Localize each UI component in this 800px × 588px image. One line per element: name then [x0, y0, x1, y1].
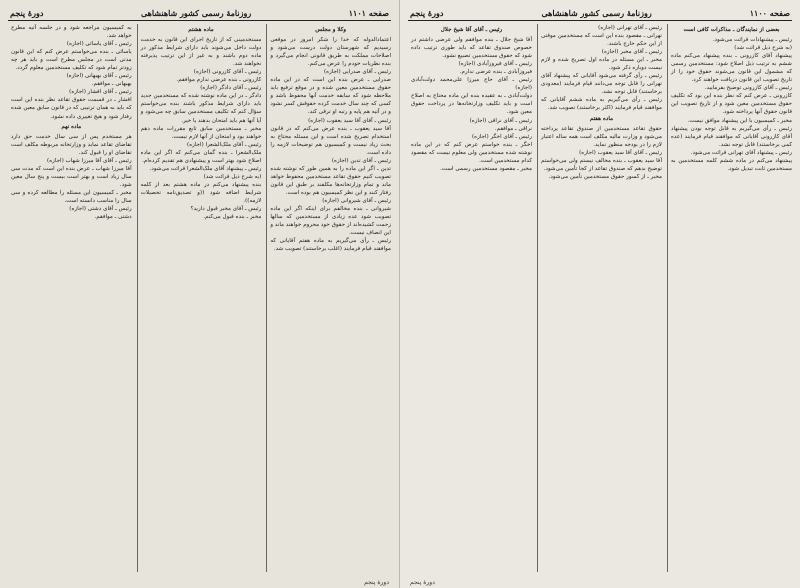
left-journal-title: روزنامهٔ رسمی کشور شاهنشاهی	[140, 8, 252, 18]
paragraph: رئیس ـ آقای دادگر (اجازه)	[200, 85, 262, 92]
paragraph: پیشنهاد می‌کنم در ماده ششم کلمه مستخدمین به مستخدمین ثابت تبدیل شود.	[671, 157, 792, 172]
section-heading: بعضی از نمایندگان ـ مذاکرات کافی است	[683, 27, 780, 33]
paragraph: شیروانی ـ بنده مخالفم برای اینکه اگر این ماده تصویب شود عده زیادی از مستخدمین که سالها زحمت کشیده‌اند از حقوق خود محروم خواهند ماند و این انصاف نیست.	[270, 206, 391, 237]
paragraph: مخبر ـ کمیسیون این مسئله را مطالعه کرده و سی سال را مناسب دانسته است.	[10, 189, 132, 204]
section-heading: ماده هفتم	[589, 115, 614, 122]
paragraph: رئیس ـ آقای یاسائی (اجازه)	[66, 41, 132, 48]
paragraph: پیشنهاد آقای کازرونی ـ بنده پیشنهاد می‌کنم ماده ششم به ترتیب ذیل اصلاح شود: مستخدمین رسمی که مشمول این قانون می‌شوند حقوق خود را از تاریخ تصویب این قانون دریافت خواهند کرد.	[671, 53, 792, 84]
left-period: دورهٔ پنجم	[10, 8, 44, 18]
right-col-1	[667, 24, 792, 572]
paragraph: به کمیسیون مراجعه شود و در جلسه آتیه مطرح خواهد شد.	[10, 25, 132, 40]
left-page-header	[8, 6, 391, 21]
left-col-2	[137, 24, 262, 572]
paragraph: رئیس ـ آقای فیروزآبادی (اجازه)	[458, 61, 532, 68]
paragraph: رئیس ـ آقای ملک‌الشعرا (اجازه)	[187, 141, 262, 148]
paragraph: فیروزآبادی ـ بنده عرضی ندارم.	[459, 69, 532, 76]
paragraph: مخبر ـ مقصود مستخدمین رسمی است.	[440, 165, 532, 172]
paragraph: دولت‌آبادی ـ به عقیده بنده این ماده محتاج به اصلاح است و باید تکلیف وزارتخانه‌ها در پرداخت حقوق معین شود.	[411, 93, 532, 116]
paragraph: رئیس ـ رأی می‌گیریم به ماده ششم آقایانی که موافقند قیام فرمایند (اکثر برخاستند) تصویب شد.	[541, 97, 662, 112]
section-heading: ماده نهم	[61, 123, 82, 130]
paragraph: رئیس ـ آقای حاج میرزا علی‌محمد دولت‌آبادی (اجازه)	[411, 77, 532, 92]
left-col-3	[8, 24, 132, 572]
right-footer-text: دورهٔ پنجم	[410, 579, 435, 586]
paragraph: (به شرح ذیل قرائت شد)	[203, 173, 262, 180]
paragraph: مخبر ـ مستخدمین سابق تابع مقررات ماده دهم خواهند بود و امتحان از آنها لازم نیست.	[140, 125, 262, 140]
left-columns	[8, 24, 391, 572]
right-period: دورهٔ پنجم	[410, 8, 444, 18]
right-footer	[410, 579, 790, 586]
paragraph: رئیس ـ آقای تدین (اجازه)	[331, 157, 391, 164]
paragraph: رئیس ـ آقای شیروانی (اجازه)	[322, 197, 391, 204]
paragraph: مخبر ـ بنده قبول می‌کنم.	[203, 214, 262, 221]
paragraph: رئیس ـ رأی می‌گیریم به ماده هفتم آقایانی که موافقند قیام فرمایند (اغلب برخاستند) تصویب شد.	[270, 238, 391, 253]
paragraph: کازرونی ـ عرض کنم که نظر بنده این بود که تکلیف حقوق مستخدمین معین شود و از تاریخ تصویب این قانون حقوق آنها پرداخته شود.	[671, 93, 792, 116]
paragraph: (به شرح ذیل قرائت شد)	[734, 45, 792, 52]
paragraph: نراقی ـ موافقم.	[494, 125, 532, 132]
paragraph: رئیس ـ آقای دشتی (اجازه)	[69, 206, 132, 213]
paragraph: رئیس ـ آقای آقا سید یعقوب (اجازه)	[579, 149, 662, 156]
right-page-number: صفحه ۱۱۰۰	[749, 8, 790, 18]
right-page	[400, 0, 800, 588]
paragraph: رئیس ـ آقای افشار (اجازه)	[69, 89, 132, 96]
left-col-1	[266, 24, 391, 572]
paragraph: آقا سید یعقوب ـ بنده مخالف نیستم ولی می‌خواستم توضیح بدهم که صندوق تقاعد از کجا تأمین می‌شود.	[541, 157, 662, 172]
right-journal-title: روزنامهٔ رسمی کشور شاهنشاهی	[541, 8, 652, 18]
paragraph: اعتمادالدوله که خدا را شکر امروز در موقعی رسیدیم که شهرستان دولت درست می‌شود و اصلاحات مملکت به طریق قانونی انجام می‌گیرد و بنده نظریات خودم را عرض می‌کنم.	[270, 37, 391, 68]
paragraph: آقا سید یعقوب ـ بنده عرض می‌کنم که در قانون استخدام تصریح شده است و این مسئله محتاج به بحث زیاد نیست و کمیسیون هم توضیحات لازمه را داده است.	[270, 125, 391, 156]
left-footer-text: دورهٔ پنجم	[364, 579, 389, 586]
paragraph: رئیس ـ آقای اخگر (اجازه)	[471, 133, 532, 140]
paragraph: رئیس ـ آقای مخبر (اجازه)	[601, 49, 662, 56]
paragraph: مخبر ـ از کسور حقوق مستخدمین تأمین می‌شود.	[548, 173, 662, 180]
paragraph: آقا میرزا شهاب ـ عرض بنده این است که مدت سی سال زیاد است و بهتر است بیست و پنج سال معین شود.	[10, 165, 132, 188]
paragraph: بنده پیشنهاد می‌کنم در ماده هشتم بعد از کلمه شرایط اضافه شود ((و تصدیق‌نامه تحصیلات لازمه)).	[140, 181, 262, 204]
paragraph: رئیس ـ رأی گرفته می‌شود آقایانی که پیشنهاد آقای تهرانی را قابل توجه می‌دانند قیام فرمایند (معدودی برخاستند) قابل توجه نشد.	[541, 73, 662, 96]
left-footer	[10, 579, 389, 586]
paragraph: رئیس ـ آقای تهرانی (اجازه)	[598, 25, 662, 31]
section-heading: ماده هشتم	[188, 27, 214, 33]
paragraph: افشار ـ در قسمت حقوق تقاعد نظر بنده این است که باید به همان ترتیبی که در قانون سابق معین شده رفتار شود و هیچ تغییری داده نشود.	[10, 97, 132, 120]
paragraph: رئیس ـ آقای نراقی (اجازه)	[469, 117, 532, 124]
paragraph: بهبهانی ـ موافقم.	[91, 81, 132, 88]
section-heading: رئیس ـ آقای آقا شیخ جلال	[440, 27, 503, 33]
paragraph: رئیس ـ آقای بهبهانی (اجازه)	[66, 73, 132, 80]
paragraph: دادگر ـ در این ماده نوشته شده که مستخدمین جدید باید دارای شرایط مذکور باشند بنده می‌خواستم سؤال کنم که تکلیف مستخدمین سابق چه می‌شود و آیا آنها هم باید امتحان بدهند یا خیر.	[140, 93, 262, 124]
paragraph: مخبر ـ کمیسیون با این پیشنهاد موافق نیست.	[687, 117, 792, 124]
paragraph: مستخدمینی که از تاریخ اجرای این قانون به خدمت دولت داخل می‌شوند باید دارای شرایط مذکور در ماده دوم باشند و به غیر از این ترتیب پذیرفته نخواهند شد.	[140, 37, 262, 68]
paragraph: تدین ـ اگر این ماده را به همین طور که نوشته شده تصویب کنیم حقوق تقاعد مستخدمین محفوظ خواهد ماند و تمام وزارتخانه‌ها مکلفند بر طبق این قانون رفتار کنند و این نظر کمیسیون هم بوده است.	[270, 165, 391, 196]
right-page-header	[408, 6, 792, 21]
paragraph: صدرایی ـ عرض بنده این است که در این ماده حقوق مستخدمین معین شده و در موقع ترفیع باید ملاحظه شود که سابقه خدمت آنها محفوظ باشد و کسی که چند سال خدمت کرده حقوقش کسر نشود و در آتیه هم پایه و رتبه او ترقی کند.	[270, 77, 391, 116]
paragraph: آقا شیخ جلال ـ بنده موافقم ولی عرضی داشتم در خصوص صندوق تقاعد که باید طوری ترتیب داده شود که حقوق مستخدمین تضییع نشود.	[411, 37, 532, 60]
paragraph: رئیس ـ رأی می‌گیریم به قابل توجه بودن پیشنهاد آقای کازرونی آقایانی که موافقند قیام فرمایند (عده کمی برخاستند) قابل توجه نشد.	[671, 125, 792, 148]
paragraph: تهرانی ـ مقصود بنده این است که مستخدمین موقتی از این حکم خارج باشند.	[541, 33, 662, 48]
paragraph: مخبر ـ این مسئله در ماده اول تصریح شده و لازم نیست دوباره ذکر شود.	[541, 57, 662, 72]
right-columns	[408, 24, 792, 572]
paragraph: یاسائی ـ بنده می‌خواستم عرض کنم که این قانون مدتی است در مجلس مطرح است و باید هر چه زودتر تمام شود که تکلیف مستخدمین معلوم گردد.	[10, 49, 132, 72]
section-heading: وکلا و مجلس	[315, 27, 347, 33]
paragraph: رئیس ـ پیشنهاد آقای تهرانی قرائت می‌شود.	[690, 149, 792, 156]
paragraph: رئیس ـ آقای آقا میرزا شهاب (اجازه)	[47, 157, 132, 164]
paragraph: کازرونی ـ بنده عرضی ندارم موافقم.	[176, 77, 262, 84]
paragraph: اخگر ـ بنده خواستم عرض کنم که در این ماده نوشته شده مستخدمین ولی معلوم نیست که مقصود کدام مستخدمین است.	[411, 141, 532, 164]
paragraph: رئیس ـ آقای کازرونی توضیح بفرمایید.	[704, 85, 792, 92]
left-page-number: صفحه ۱۱۰۱	[348, 8, 389, 18]
paragraph: رئیس ـ آقای صدرایی (اجازه)	[323, 69, 391, 76]
paragraph: ملک‌الشعرا ـ بنده گمان می‌کنم که اگر این ماده اصلاح شود بهتر است و پیشنهادی هم تقدیم کرده‌ام.	[140, 149, 262, 164]
paragraph: رئیس ـ آقای کازرونی (اجازه)	[193, 69, 262, 76]
paragraph: دشتی ـ موافقم.	[94, 214, 132, 221]
paragraph: حقوق تقاعد مستخدمین از صندوق تقاعد پرداخته می‌شود و وزارت مالیه مکلف است همه ساله اعتبار لازم را در بودجه منظور نماید.	[541, 125, 662, 148]
paragraph: رئیس ـ آقای مخبر قبول دارید؟	[190, 206, 262, 213]
paragraph: رئیس ـ پیشنهادات قرائت می‌شود.	[712, 37, 792, 44]
right-col-2	[537, 24, 662, 572]
right-col-3	[408, 24, 532, 572]
paragraph: هر مستخدم پس از سی سال خدمت حق دارد تقاضای تقاعد نماید و وزارتخانه مربوطه مکلف است تقاضای او را قبول کند.	[10, 133, 132, 156]
paragraph: رئیس ـ پیشنهاد آقای ملک‌الشعرا قرائت می‌شود.	[149, 165, 262, 172]
paragraph: رئیس ـ آقای آقا سید یعقوب (اجازه)	[308, 117, 391, 124]
